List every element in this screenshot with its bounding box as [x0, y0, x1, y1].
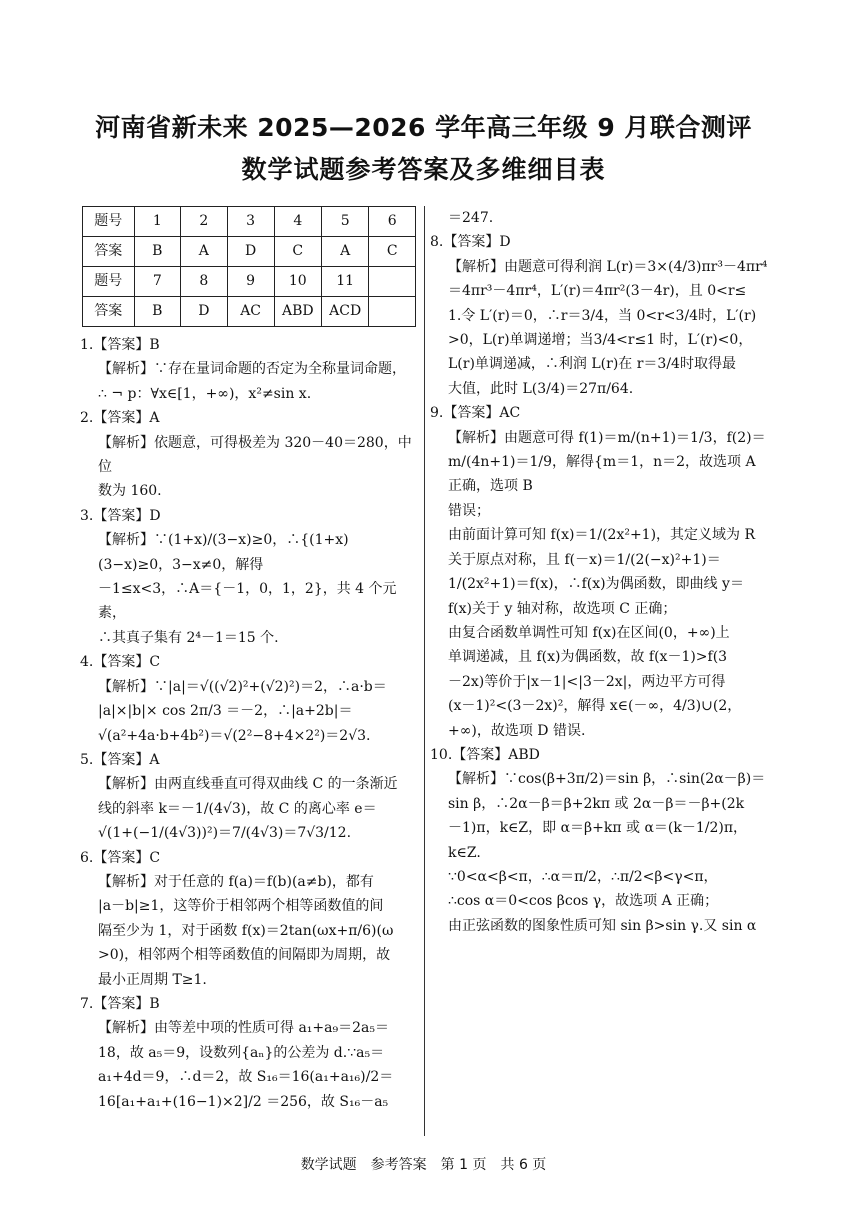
- analysis-start: 【解析】由等差中项的性质可得 a₁+a₉＝2a₅＝: [98, 1020, 389, 1037]
- answer-table: [82, 206, 416, 327]
- right-column: [430, 206, 768, 938]
- answer-heading: 1.【答案】B: [80, 337, 160, 353]
- text-line: ∴cos α＝0<cos βcos γ，故选项 A 正确；: [448, 893, 719, 910]
- table-cell: 7: [134, 267, 181, 297]
- text-line: m/(4n+1)＝1/9，解得{m＝1，n＝2，故选项 A 正确，选项 B: [448, 454, 756, 495]
- analysis-start: 【解析】∵cos(β+3π/2)＝sin β，∴sin(2α－β)＝: [448, 771, 766, 788]
- text-line: ＝247.: [448, 210, 494, 226]
- table-row-header: 答案: [83, 237, 135, 267]
- text-line: －2x)等价于|x－1|<|3－2x|，两边平方可得: [448, 673, 726, 690]
- text-line: √(1+(−1/(4√3))²)＝7/(4√3)＝7√3/12.: [98, 825, 352, 842]
- text-line: +∞)，故选项 D 错误.: [448, 722, 586, 739]
- table-cell: 9: [227, 267, 274, 297]
- table-cell: 5: [321, 207, 368, 237]
- text-line: 线的斜率 k＝－1/(4√3)，故 C 的离心率 e＝: [98, 800, 377, 817]
- text-line: －1≤x<3，∴A＝{－1，0，1，2}，共 4 个元素，: [98, 581, 397, 622]
- table-cell: 6: [369, 207, 416, 237]
- text-line: 16[a₁+a₁+(16−1)×2]/2 ＝256，故 S₁₆－a₅: [98, 1093, 389, 1110]
- analysis-start: 【解析】对于任意的 f(a)＝f(b)(a≠b)，都有: [98, 873, 374, 890]
- table-cell: [369, 297, 416, 327]
- table-row-header: 题号: [83, 207, 135, 237]
- table-cell: ACD: [321, 297, 368, 327]
- text-line: ∴其真子集有 2⁴－1＝15 个.: [98, 629, 279, 646]
- text-line: f(x)关于 y 轴对称，故选项 C 正确；: [448, 600, 677, 617]
- column-divider: [424, 206, 425, 1136]
- table-row: [83, 207, 416, 237]
- document-subtitle: 数学试题参考答案及多维细目表: [241, 155, 606, 184]
- analysis-start: 【解析】∵存在量词命题的否定为全称量词命题，: [98, 361, 406, 378]
- text-line: －1)π，k∈Z，即 α＝β+kπ 或 α＝(k－1/2)π，: [448, 820, 748, 837]
- table-cell: 3: [227, 207, 274, 237]
- answer-heading: 3.【答案】D: [80, 507, 161, 524]
- text-line: 错误；: [448, 502, 490, 519]
- text-line: |a|×|b|× cos 2π/3 ＝－2，∴|a+2b|＝: [98, 703, 353, 720]
- text-line: 1/(2x²+1)＝f(x)，∴f(x)为偶函数，即曲线 y＝: [448, 576, 744, 593]
- analysis-start: 【解析】由题意可得 f(1)＝m/(n+1)＝1/3，f(2)＝: [448, 429, 766, 446]
- text-line: >0)，相邻两个相等函数值的间隔即为周期，故: [98, 947, 391, 964]
- analysis-start: 【解析】∵|a|＝√((√2)²+(√2)²)＝2，∴a·b＝: [98, 678, 387, 695]
- answer-heading: 4.【答案】C: [80, 654, 161, 671]
- text-line: 大值，此时 L(3/4)＝27π/64.: [448, 380, 634, 397]
- text-line: 最小正周期 T≥1.: [98, 971, 207, 988]
- text-line: |a－b|≥1，这等价于相邻两个相等函数值的间: [98, 898, 384, 915]
- text-line: 由正弦函数的图象性质可知 sin β>sin γ.又 sin α: [448, 917, 757, 934]
- table-row-header: 答案: [83, 297, 135, 327]
- left-column: [80, 206, 418, 1114]
- table-cell: D: [227, 237, 274, 267]
- text-line: k∈Z.: [448, 844, 481, 861]
- table-row-header: 题号: [83, 267, 135, 297]
- table-cell: B: [134, 297, 181, 327]
- answer-heading: 9.【答案】AC: [430, 405, 521, 422]
- text-line: 由前面计算可知 f(x)＝1/(2x²+1)，其定义域为 R: [448, 527, 756, 544]
- text-line: >0，L(r)单调递增；当3/4<r≤1 时，L′(r)<0，: [448, 332, 753, 349]
- text-line: 单调递减，且 f(x)为偶函数，故 f(x－1)>f(3: [448, 649, 728, 666]
- text-line: 18，故 a₅＝9，设数列{aₙ}的公差为 d.∵a₅＝: [98, 1044, 385, 1061]
- analysis-start: 【解析】依题意，可得极差为 320－40＝280，中位: [98, 434, 412, 476]
- text-line: 数为 160.: [98, 483, 162, 500]
- text-line: ∵0<α<β<π，∴α＝π/2，∴π/2<β<γ<π，: [448, 868, 718, 885]
- table-cell: 11: [321, 267, 368, 297]
- answer-heading: 10.【答案】ABD: [430, 746, 540, 763]
- text-line: 隔至少为 1，对于函数 f(x)＝2tan(ωx+π/6)(ω: [98, 922, 394, 939]
- text-line: a₁+4d＝9，∴d＝2，故 S₁₆＝16(a₁+a₁₆)/2＝: [98, 1069, 394, 1086]
- table-cell: A: [181, 237, 228, 267]
- analysis-start: 【解析】∵(1+x)/(3−x)≥0，∴{(1+x)(3−x)≥0，3−x≠0，解得: [98, 532, 349, 573]
- answer-heading: 2.【答案】A: [80, 410, 160, 427]
- text-line: (x－1)²<(3－2x)²，解得 x∈(－∞，4/3)∪(2，: [448, 698, 742, 715]
- table-cell: 1: [134, 207, 181, 237]
- page-footer: 数学试题 参考答案 第 1 页 共 6 页: [300, 1157, 547, 1173]
- analysis-start: 【解析】由题意可得利润 L(r)＝3×(4/3)πr³－4πr⁴: [448, 258, 768, 275]
- text-line: 由复合函数单调性可知 f(x)在区间(0，+∞)上: [448, 624, 730, 641]
- answer-heading: 6.【答案】C: [80, 849, 161, 866]
- text-line: 1.令 L′(r)＝0，∴r＝3/4，当 0<r<3/4时，L′(r): [448, 307, 757, 324]
- table-cell: AC: [227, 297, 274, 327]
- answer-heading: 7.【答案】B: [80, 995, 160, 1012]
- table-cell: 2: [181, 207, 228, 237]
- table-cell: 8: [181, 267, 228, 297]
- table-cell: ABD: [274, 297, 321, 327]
- answer-heading: 5.【答案】A: [80, 751, 160, 768]
- text-line: L(r)单调递减，∴利润 L(r)在 r＝3/4时取得最: [448, 356, 736, 373]
- table-cell: D: [181, 297, 228, 327]
- table-cell: C: [274, 237, 321, 267]
- table-row: [83, 237, 416, 267]
- analysis-start: 【解析】由两直线垂直可得双曲线 C 的一条渐近: [98, 776, 398, 793]
- table-cell: C: [369, 237, 416, 267]
- text-line: 关于原点对称，且 f(－x)＝1/(2(−x)²+1)＝: [448, 551, 721, 568]
- document-title: 河南省新未来 2025—2026 学年高三年级 9 月联合测评: [95, 113, 752, 142]
- answer-heading: 8.【答案】D: [430, 234, 511, 251]
- text-line: sin β，∴2α－β＝β+2kπ 或 2α－β＝－β+(2k: [448, 795, 745, 812]
- table-cell: 4: [274, 207, 321, 237]
- text-line: √(a²+4a·b+4b²)＝√(2²−8+4×2²)＝2√3.: [98, 727, 371, 744]
- table-cell: B: [134, 237, 181, 267]
- text-line: ＝4πr³－4πr⁴，L′(r)＝4πr²(3－4r)，且 0<r≤: [448, 283, 747, 300]
- table-row: [83, 267, 416, 297]
- table-cell: A: [321, 237, 368, 267]
- table-row: [83, 297, 416, 327]
- table-cell: [369, 267, 416, 297]
- table-cell: 10: [274, 267, 321, 297]
- text-line: ∴ ¬ p：∀x∈[1，+∞)，x²≠sin x.: [98, 385, 312, 402]
